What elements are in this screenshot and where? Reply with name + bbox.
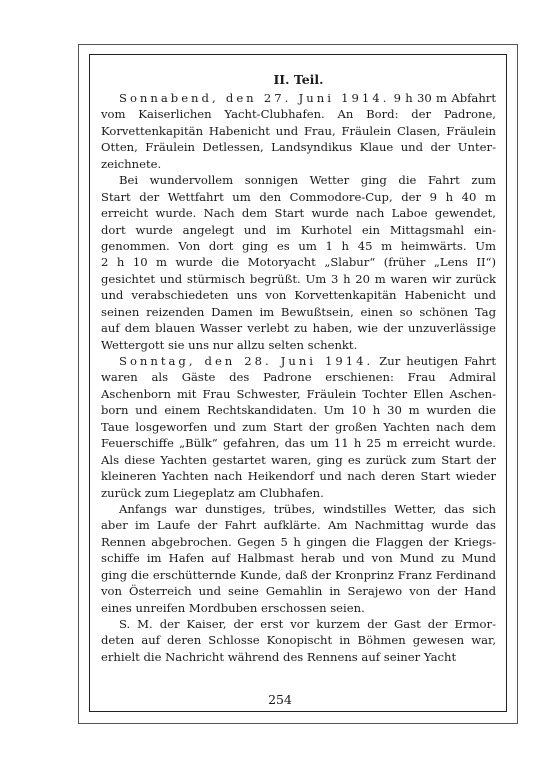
text-line (101, 90, 496, 106)
line-text: Bei wundervollem sonnigen Wetter ging die Fahrt zum (119, 173, 496, 188)
text-line (101, 402, 496, 418)
line-text: zurück zum Liegeplatz am Clubhafen. (101, 485, 324, 500)
line-text: dort wurde angelegt und im Kurhotel ein Mittagsmahl ein- (101, 222, 496, 237)
line-text: seinen reizenden Damen im Bewußtsein, einen so schönen Tag (101, 304, 496, 319)
paragraph (101, 501, 496, 616)
line-text: Wettergott sie uns nur allzu selten schenkt. (101, 337, 358, 352)
paragraph (101, 172, 496, 353)
text-line (101, 353, 496, 369)
page-number: 254 (268, 692, 292, 707)
line-text: genommen. Von dort ging es um 1 h 45 m heimwärts. Um (101, 238, 496, 253)
line-text: ging die erschütternde Kunde, daß der Kronprinz Franz Ferdinand (101, 567, 496, 582)
line-text: eines unreifen Mordbuben erschossen seien. (101, 600, 365, 615)
line-text: 2 h 10 m wurde die Motoryacht „Slabur“ (früher „Lens II“) (101, 255, 496, 270)
line-text: Aschenborn mit Frau Schwester, Fräulein Tochter Ellen Aschen- (101, 386, 496, 401)
part-heading: II. Teil. (273, 72, 324, 87)
line-text: Zur heutigen Fahrt (373, 354, 496, 368)
text-line (101, 254, 496, 270)
line-text: Otten, Fräulein Detlessen, Landsyndikus Klaue und der Unter- (101, 140, 496, 155)
text-line (101, 534, 496, 550)
text-line (101, 419, 496, 435)
text-line (101, 600, 496, 616)
text-line (101, 452, 496, 468)
line-text: zeichnete. (101, 156, 162, 171)
line-text: kleineren Yachten nach Heikendorf und nach deren Start wieder (101, 469, 496, 484)
text-line (101, 386, 496, 402)
text-line (101, 106, 496, 122)
line-text: aber im Laufe der Fahrt aufklärte. Am Nachmittag wurde das (101, 518, 496, 533)
line-text: 9 h 30 m Abfahrt (389, 91, 496, 105)
line-text: gesichtet und stürmisch begrüßt. Um 3 h 20 m waren wir zurück (101, 271, 496, 286)
line-text: Korvettenkapitän Habenicht und Frau, Fräulein Clasen, Fräulein (101, 123, 496, 138)
paragraph (101, 90, 496, 172)
text-line (101, 172, 496, 188)
line-text: auf dem blauen Wasser verlebt zu haben, wie der unzuverlässige (101, 321, 496, 336)
text-line (101, 222, 496, 238)
line-text: und verabschiedeten uns von Korvettenkapitän Habenicht und (101, 288, 496, 303)
line-text: erhielt die Nachricht während des Rennens auf seiner Yacht (101, 649, 457, 664)
text-line (101, 567, 496, 583)
line-text: deten auf deren Schlosse Konopischt in Böhmen gewesen war, (101, 633, 496, 648)
paragraph (101, 353, 496, 501)
line-text: Feuerschiffe „Bülk“ gefahren, das um 11 h 25 m erreicht wurde. (101, 436, 496, 451)
text-line (101, 337, 496, 353)
text-line (101, 123, 496, 139)
text-line (101, 435, 496, 451)
text-line (101, 501, 496, 517)
line-text: vom Kaiserlichen Yacht-Clubhafen. An Bord: der Padrone, (101, 107, 496, 122)
date-lead: Sonntag, den 28. Juni 1914. (119, 354, 374, 368)
text-line (101, 189, 496, 205)
text-line (101, 649, 496, 665)
line-text: von Österreich und seine Gemahlin in Serajewo von der Hand (101, 584, 496, 599)
line-text: Taue losgeworfen und zum Start der großen Yachten nach dem (101, 419, 496, 434)
text-line (101, 271, 496, 287)
line-text: schiffe im Hafen auf Halbmast herab und von Mund zu Mund (101, 551, 496, 566)
line-text: Anfangs war dunstiges, trübes, windstilles Wetter, das sich (119, 501, 496, 516)
text-line (101, 304, 496, 320)
text-line (101, 238, 496, 254)
line-text: Start der Wettfahrt um den Commodore-Cup, der 9 h 40 m (101, 189, 496, 204)
text-block (101, 72, 496, 665)
text-line (101, 485, 496, 501)
text-line (101, 517, 496, 533)
paragraph (101, 616, 496, 665)
text-line (101, 616, 496, 632)
text-line (101, 205, 496, 221)
text-line (101, 632, 496, 648)
line-text: waren als Gäste des Padrone erschienen: Frau Admiral (101, 370, 496, 385)
text-line (101, 287, 496, 303)
line-text: S. M. der Kaiser, der erst vor kurzem der Gast der Ermor- (119, 617, 496, 631)
date-lead: Sonnabend, den 27. Juni 1914. (119, 91, 390, 105)
text-line (101, 550, 496, 566)
text-line (101, 369, 496, 385)
text-line (101, 468, 496, 484)
text-line (101, 320, 496, 336)
body-text (101, 90, 496, 665)
text-line (101, 583, 496, 599)
text-line (101, 139, 496, 155)
line-text: erreicht wurde. Nach dem Start wurde nach Laboe gewendet, (101, 206, 496, 221)
text-line (101, 156, 496, 172)
line-text: Als diese Yachten gestartet waren, ging es zurück zum Start der (101, 452, 496, 467)
line-text: born und einem Rechtskandidaten. Um 10 h 30 m wurden die (101, 403, 496, 418)
line-text: Rennen abgebrochen. Gegen 5 h gingen die Flaggen der Kriegs- (101, 534, 496, 549)
